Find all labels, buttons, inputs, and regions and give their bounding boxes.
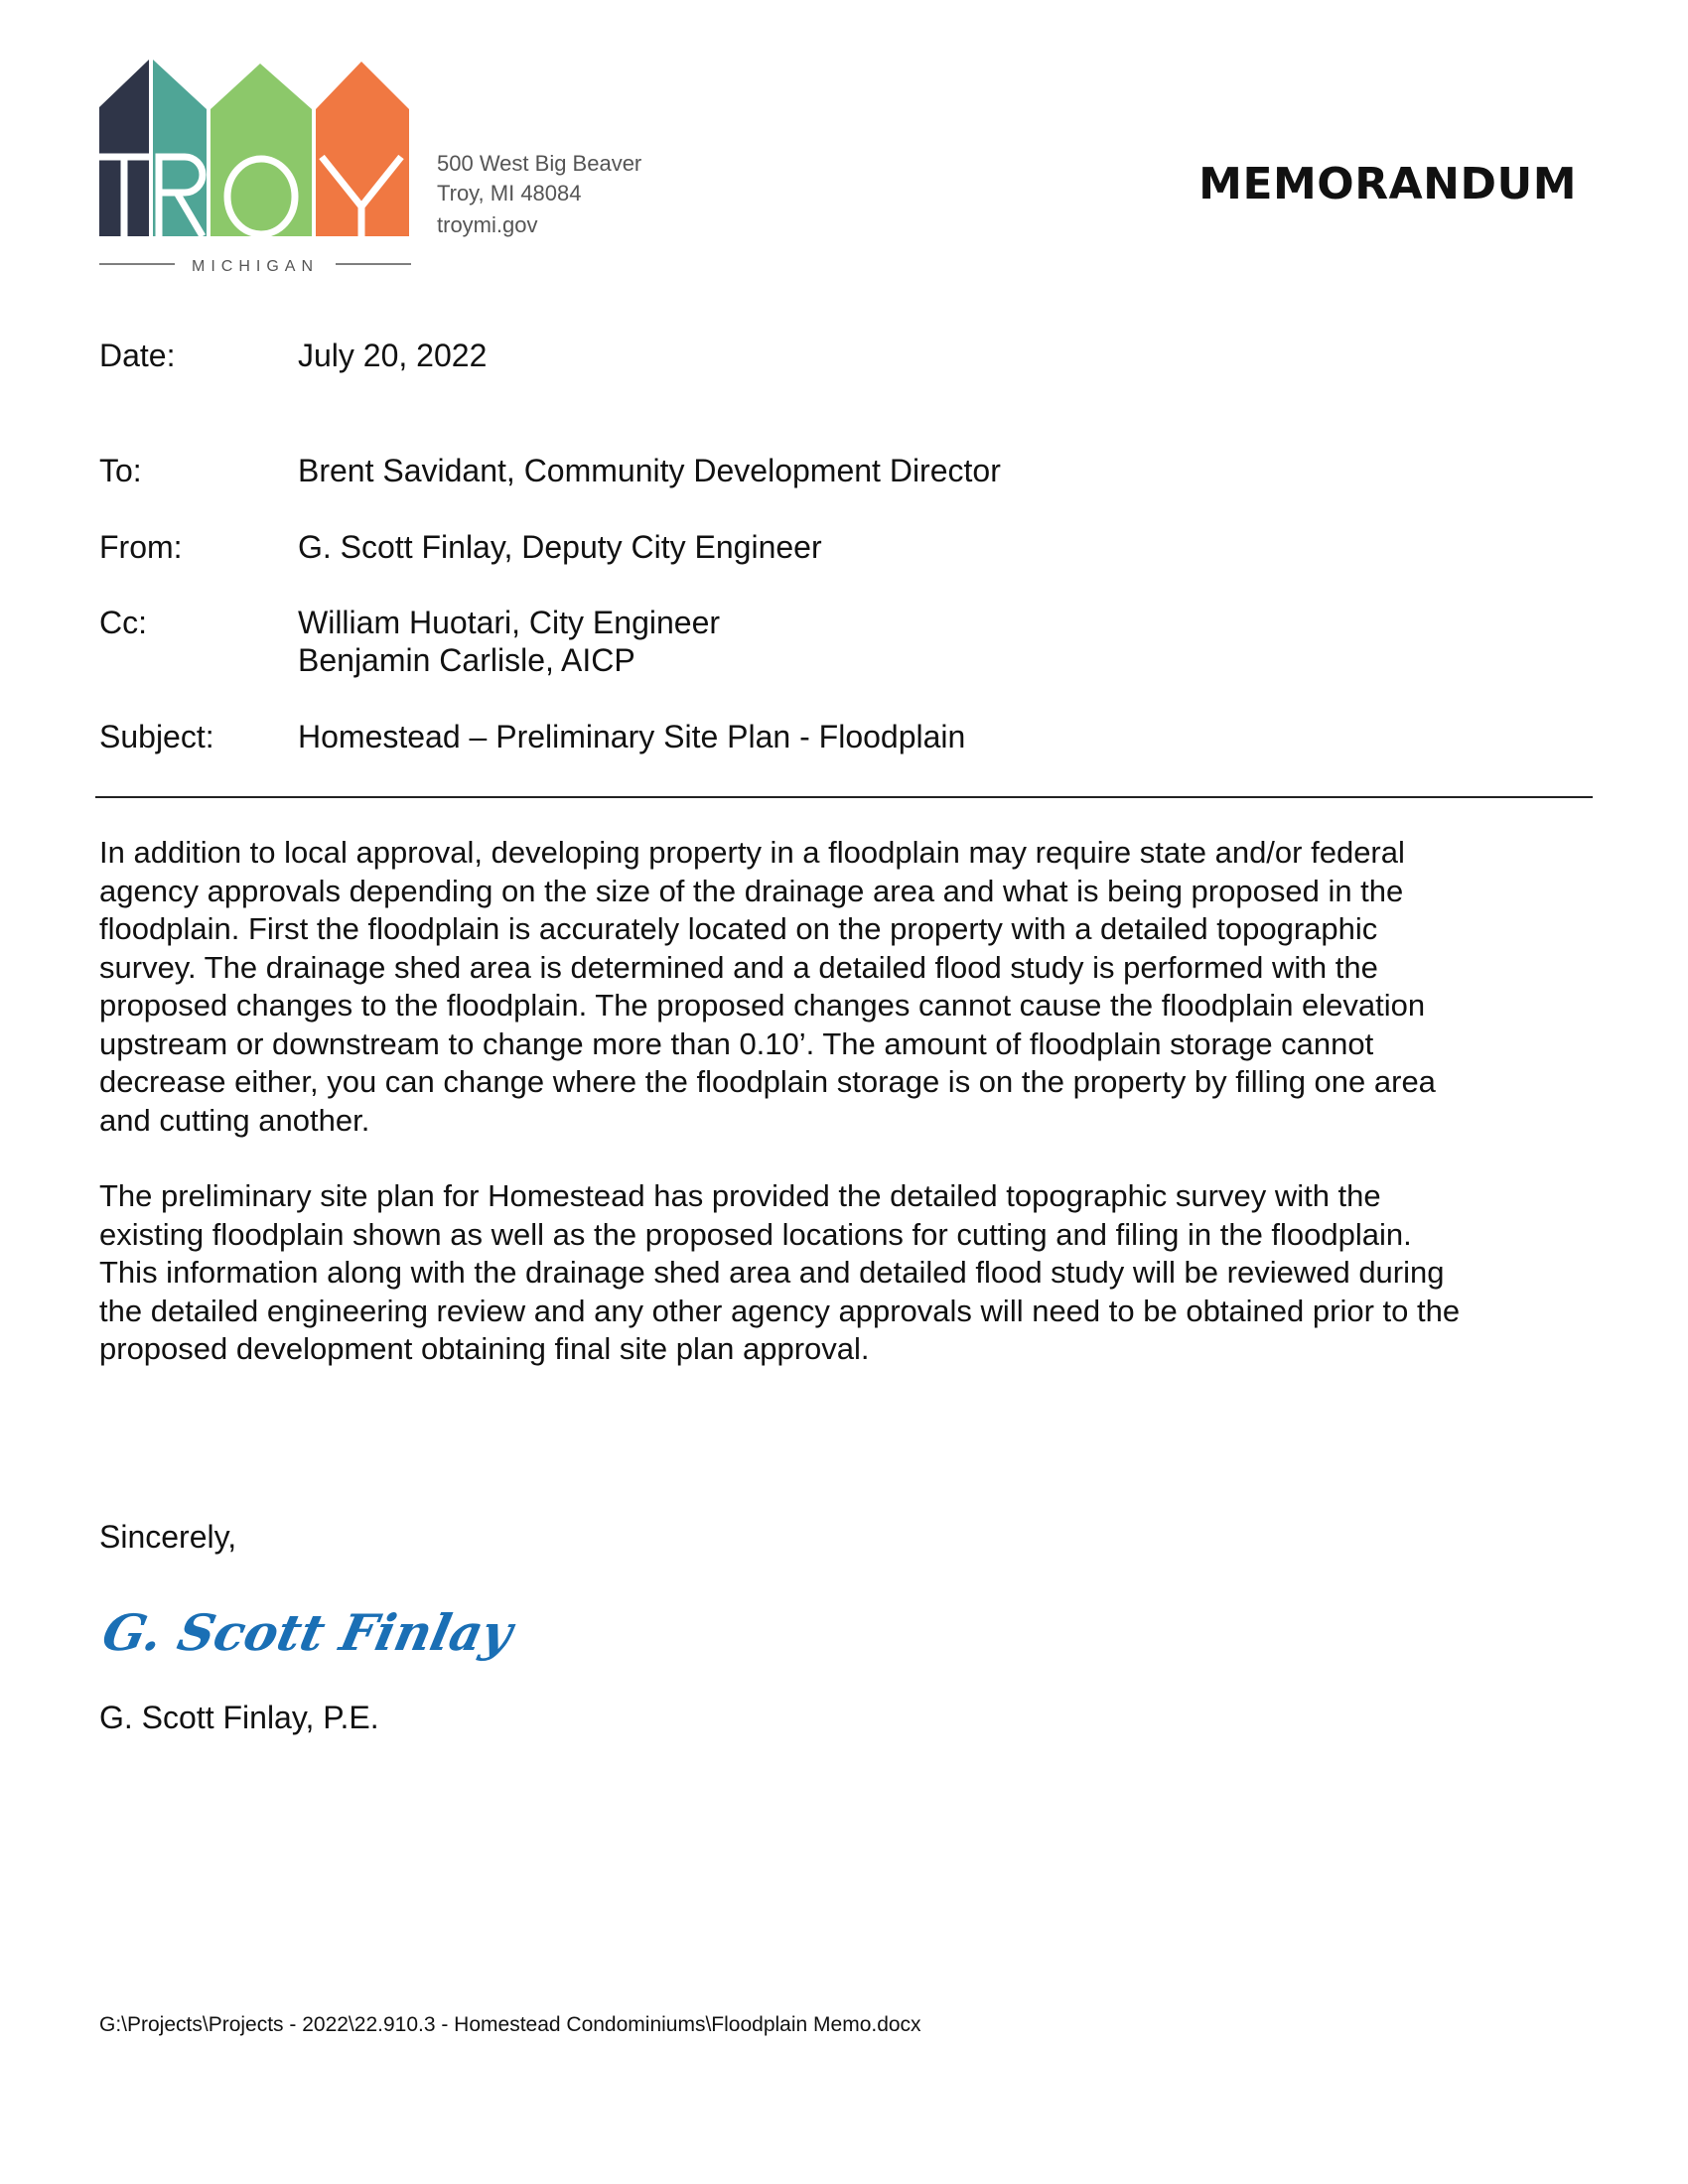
text-line: floodplain. First the floodplain is accurately located on the property with a detailed topographic [99,911,1378,946]
text-line: the detailed engineering review and any other agency approvals will need to be obtained prior to the [99,1293,1461,1328]
troy-michigan-logo [97,58,413,278]
closing-salutation: Sincerely, [99,1519,237,1555]
header-divider [95,796,1593,798]
date-label: Date: [99,338,176,373]
text-line: agency approvals depending on the size of the drainage area and what is being proposed in the [99,873,1404,908]
document-title: MEMORANDUM [1198,159,1577,209]
from-label: From: [99,529,183,565]
handwritten-signature [95,1588,518,1678]
text-line: This information along with the drainage shed area and detailed flood study will be reviewed during [99,1255,1445,1290]
signer-name: G. Scott Finlay, P.E. [99,1700,379,1735]
logo-subtitle: MICHIGAN [192,258,319,275]
text-line: In addition to local approval, developing property in a floodplain may require state and/or federal [99,835,1405,870]
from-value: G. Scott Finlay, Deputy City Engineer [298,529,822,565]
text-line: decrease either, you can change where the floodplain storage is on the property by filling one area [99,1064,1436,1099]
address-city: Troy, MI 48084 [437,181,582,205]
svg-text:G. Scott Finlay: G. Scott Finlay [97,1603,518,1662]
date-value: July 20, 2022 [298,338,488,373]
text-line: existing floodplain shown as well as the proposed locations for cutting and filing in the floodplain. [99,1216,1412,1252]
text-line: proposed development obtaining final site plan approval. [99,1331,870,1366]
footer-file-path: G:\Projects\Projects - 2022\22.910.3 - Homestead Condominiums\Floodplain Memo.docx [99,2013,921,2036]
address-street: 500 West Big Beaver [437,151,642,176]
website: troymi.gov [437,212,538,237]
body-paragraph-2 [99,1177,1609,1369]
text-line: survey. The drainage shed area is determined and a detailed flood study is performed with the [99,949,1378,985]
cc-value-1: William Huotari, City Engineer [298,605,721,640]
text-line: proposed changes to the floodplain. The proposed changes cannot cause the floodplain elevation [99,988,1426,1023]
to-label: To: [99,453,142,488]
cc-label: Cc: [99,605,147,640]
subject-label: Subject: [99,719,214,754]
to-value: Brent Savidant, Community Development Director [298,453,1001,488]
subject-value: Homestead – Preliminary Site Plan - Floodplain [298,719,966,754]
text-line: and cutting another. [99,1102,370,1138]
text-line: upstream or downstream to change more than 0.10’. The amount of floodplain storage cannot [99,1025,1374,1061]
body-paragraph-1 [99,834,1609,1140]
text-line: The preliminary site plan for Homestead has provided the detailed topographic survey with the [99,1178,1381,1213]
cc-value-2: Benjamin Carlisle, AICP [298,642,635,678]
